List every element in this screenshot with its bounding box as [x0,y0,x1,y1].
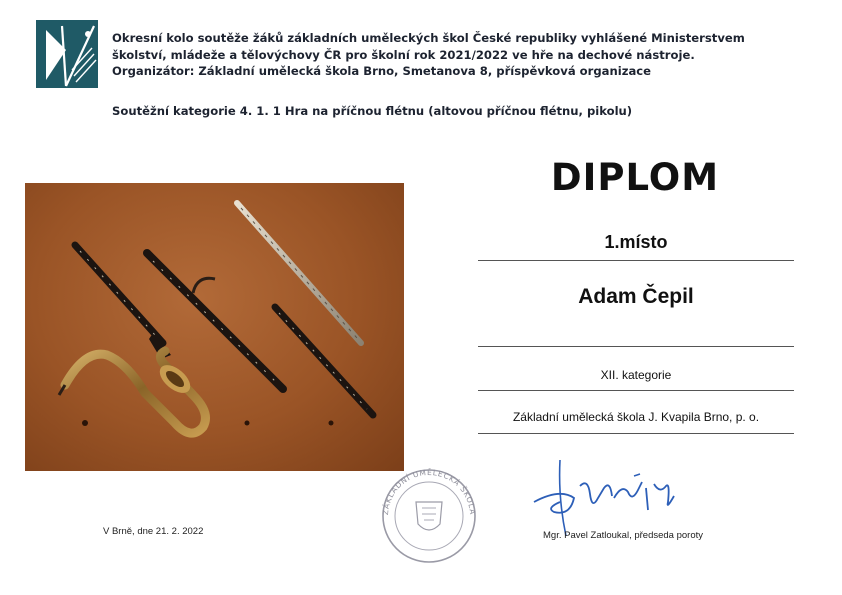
school-logo [36,20,98,88]
place-and-date: V Brně, dne 21. 2. 2022 [103,526,204,537]
divider [478,260,794,261]
diploma-title: DIPLOM [550,156,720,199]
signer-name: Mgr. Pavel Zatloukal, předseda poroty [543,530,704,541]
header-line-1: Okresní kolo soutěže žáků základních uměleckých škol České republiky vyhlášené Ministerstvem [112,31,745,45]
signature [530,458,690,538]
header-line-2: školství, mládeže a tělovýchovy ČR pro školní rok 2021/2022 ve hře na dechové nástroje. [112,47,695,62]
divider [478,433,794,434]
divider [478,390,794,391]
recipient-name: Adam Čepil [578,285,694,308]
oboe [275,307,373,415]
saxophone [59,351,205,433]
divider [478,346,794,347]
school-name: Základní umělecká škola J. Kvapila Brno, p. o. [512,410,760,424]
age-category: XII. kategorie [600,368,672,382]
svg-text:ZÁKLADNÍ UMĚLECKÁ ŠKOLA: ZÁKLADNÍ UMĚLECKÁ ŠKOLA [380,467,478,516]
competition-category: Soutěžní kategorie 4. 1. 1 Hra na příčnou flétnu (altovou příčnou flétnu, pikolu) [112,104,633,118]
header-line-3: Organizátor: Základní umělecká škola Brno, Smetanova 8, příspěvková organizace [112,64,652,78]
official-stamp [374,462,484,564]
instruments-photo [25,183,404,471]
flute [237,203,361,343]
competition-header [112,30,772,80]
award-place: 1.místo [604,232,668,252]
